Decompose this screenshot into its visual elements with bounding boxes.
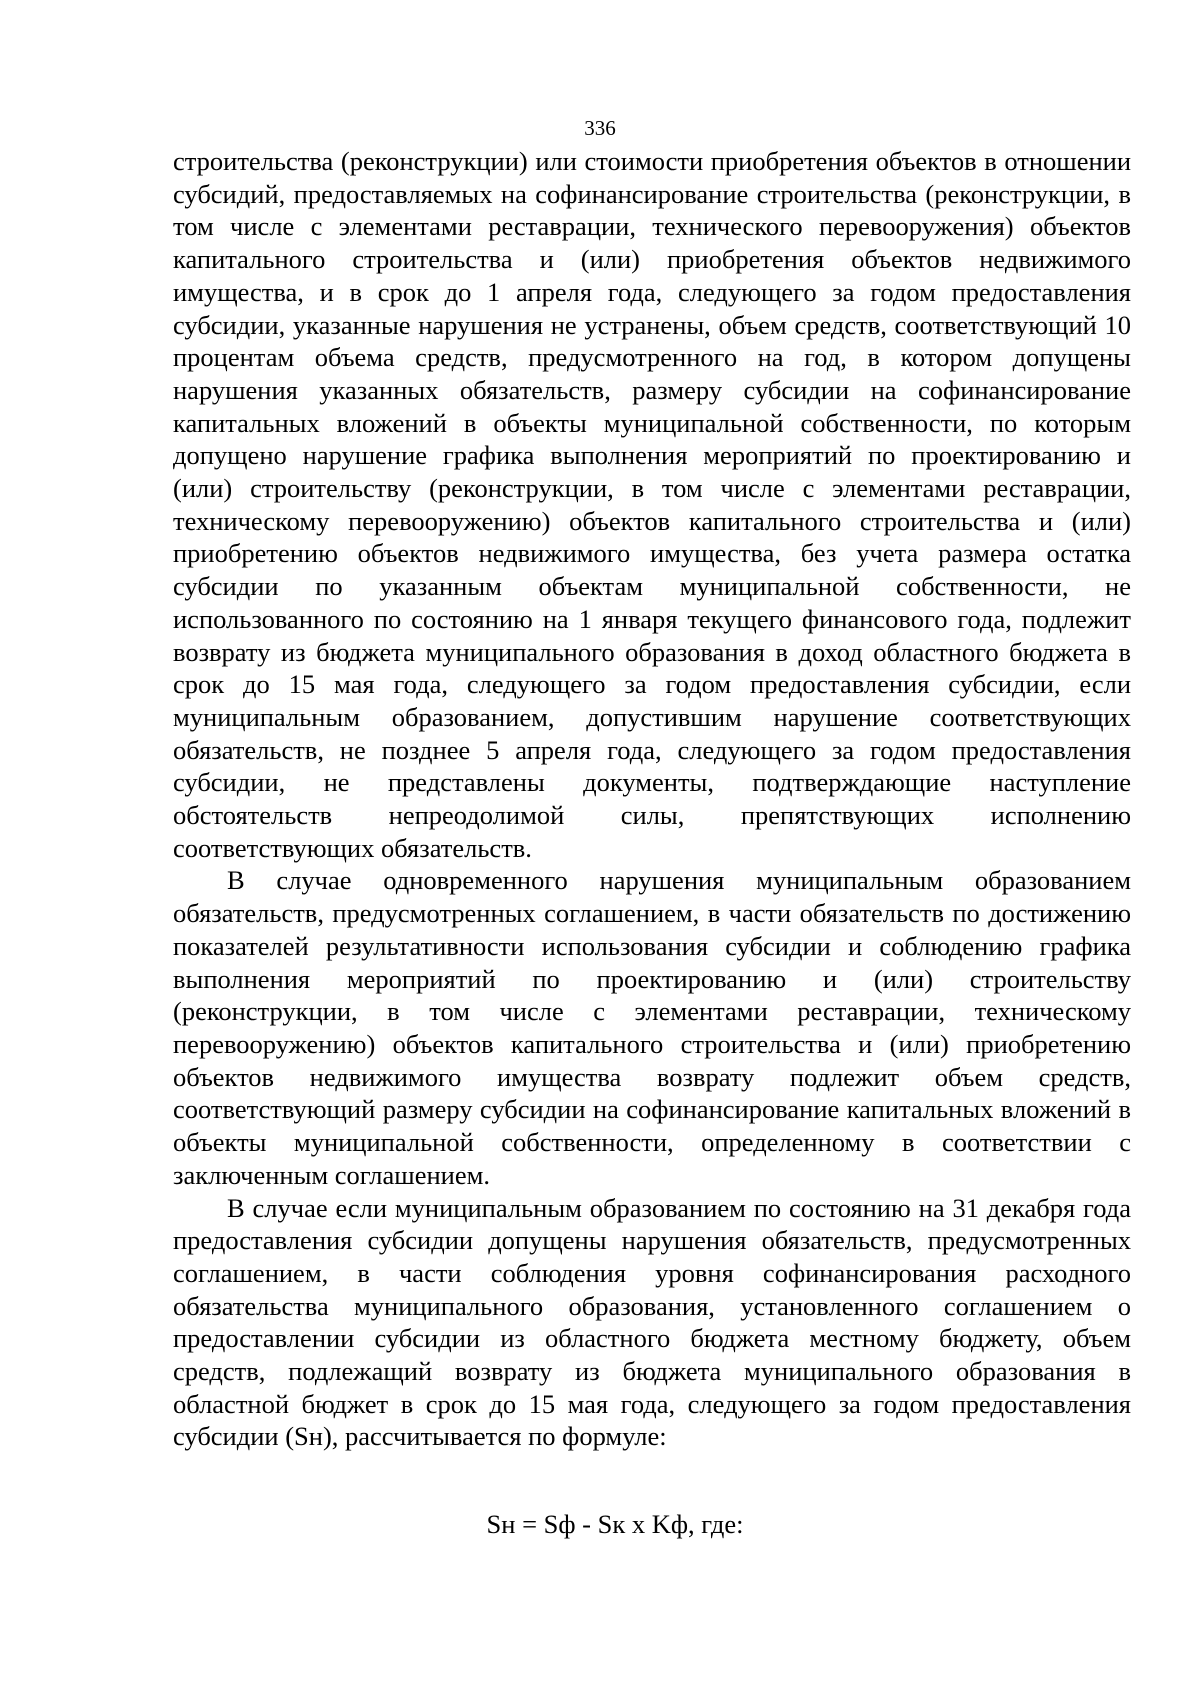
- body-text: [173, 145, 1131, 1453]
- paragraph-cofinancing-violation: В случае если муниципальным образованием по состоянию на 31 декабря года предоставления субсидии допущены нарушения обязательств, предусмотренных соглашением, в части соблюдения уровня софинансирования расходного обязательства муниципального образования, установленного соглашением о предоставлении субсидии из областного бюджета местному бюджету, объем средств, подлежащий возврату из бюджета муниципального образования в областной бюджет в срок до 15 мая года, следующего за годом предоставления субсидии (Sн), рассчитывается по формуле:: [173, 1192, 1131, 1452]
- paragraph-simultaneous-violation: В случае одновременного нарушения муниципальным образованием обязательств, предусмотренных соглашением, в части обязательств по достижению показателей результативности использования субсидии и соблюдению графика выполнения мероприятий по проектированию и (или) строительству (реконструкции, в том числе с элементами реставрации, техническому перевооружению) объектов капитального строительства и (или) приобретению объектов недвижимого имущества возврату подлежит объем средств, соответствующий размеру субсидии на софинансирование капитальных вложений в объекты муниципальной собственности, определенному в соответствии с заключенным соглашением.: [173, 865, 1131, 1190]
- page-number: 336: [584, 116, 616, 140]
- paragraph-continuation: строительства (реконструкции) или стоимости приобретения объектов в отношении субсидий, предоставляемых на софинансирование строительства (реконструкции, в том числе с элементами реставрации, технического перевооружения) объектов капитального строительства и (или) приобретения объектов недвижимого имущества, и в срок до 1 апреля года, следующего за годом предоставления субсидии, указанные нарушения не устранены, объем средств, соответствующий 10 процентам объема средств, предусмотренного на год, в котором допущены нарушения указанных обязательств, размеру субсидии на софинансирование капитальных вложений в объекты муниципальной собственности, по которым допущено нарушение графика выполнения мероприятий по проектированию и (или) строительству (реконструкции, в том числе с элементами реставрации, техническому перевооружению) объектов капитального строительства и (или) приобретению объектов недвижимого имущества, без учета размера остатка субсидии по указанным объектам муниципальной собственности, не использованного по состоянию на 1 января текущего финансового года, подлежит возврату из бюджета муниципального образования в доход областного бюджета в срок до 15 мая года, следующего за годом предоставления субсидии, если муниципальным образованием, допустившим нарушение соответствующих обязательств, не позднее 5 апреля года, следующего за годом предоставления субсидии, не представлены документы, подтверждающие наступление обстоятельств непреодолимой силы, препятствующих исполнению соответствующих обязательств.: [173, 146, 1131, 863]
- formula: Sн = Sф - Sк x Kф, где:: [486, 1509, 744, 1539]
